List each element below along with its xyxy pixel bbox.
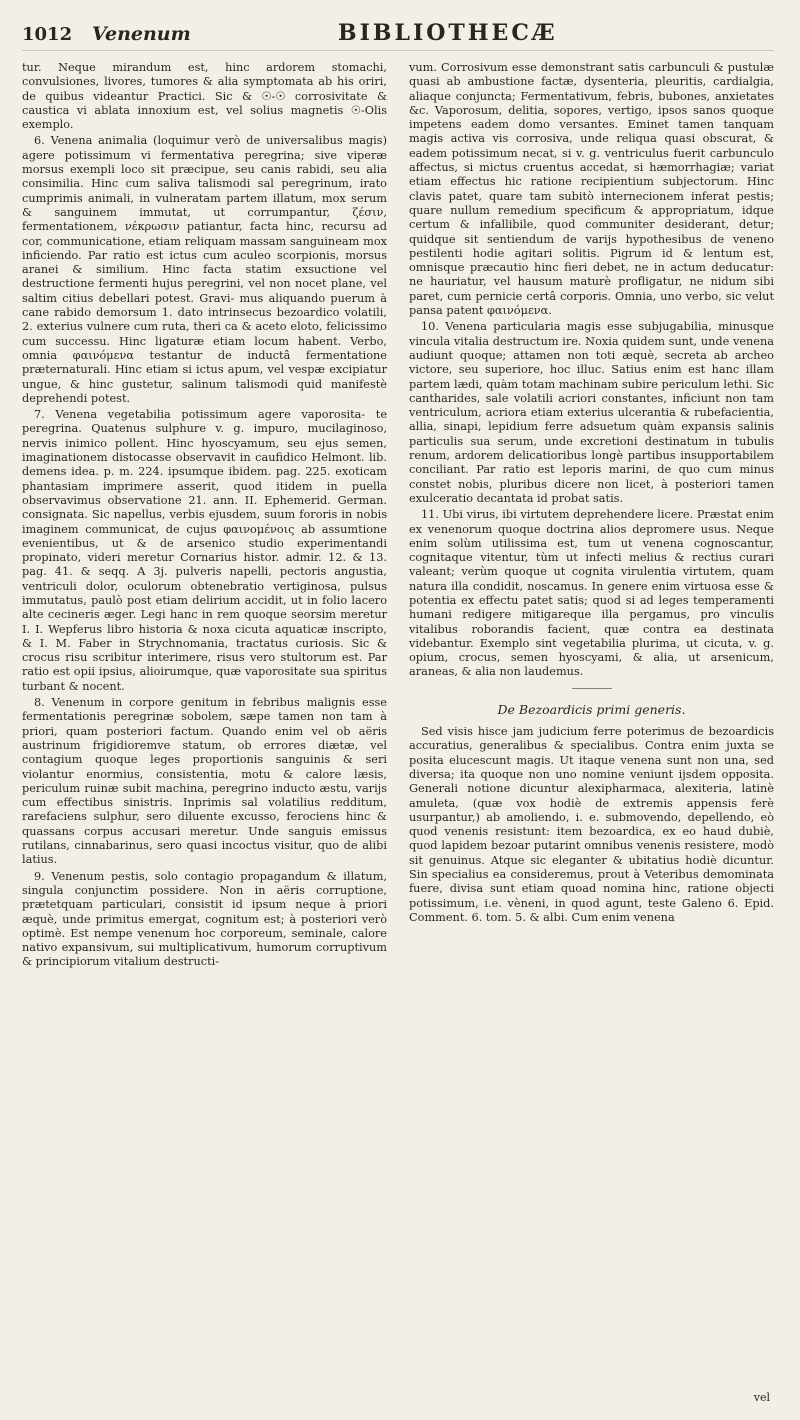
section-divider [572, 688, 612, 689]
paragraph: 10. Venena particularia magis esse subjugabilia, minusque vincula vitalia destructum ire. Noxia quidem sunt, unde venena audiunt quoque; attamen non toti æquè, secreta ab archeo victore, seu superiore, hoc illuc. Satius enim est hanc illam partem lædi, quàm totam machinam subire periculum lethi. Sic cantharides, sale volatili acriori constantes, inficiunt non tam ventriculum, acriora etiam exterius ulcerantia & rubefacientia, allia, sinapi, lepidium ferre adsuetum quàm expansis salinis particulis sua serum, unde excretioni destinatum in tubulis renum, ardorem delicatioribus longè partibus insupportabilem conciliant. Par ratio est leporis marini, de quo cum minus constet nobis, pluribus dicere non licet, à posteriori tamen exulceratio decantata id probat satis. [409, 320, 774, 505]
running-head-word: Venenum [92, 23, 191, 45]
left-column [22, 61, 387, 972]
paragraph: 7. Venena vegetabilia potissimum agere vaporosita- te peregrina. Quatenus sulphure v. g. impuro, mucilaginoso, nervis inimico pollent. Hinc hyoscyamum, seu ejus semen, imaginationem distocasse observavit in caufidico Helmont. lib. demens idea. p. m. 224. ipsumque ibidem. pag. 225. exoticam phantasiam imprimere asserit, quod itidem in puella observavimus observatione 21. ann. II. Ephemerid. German. consignata. Sic napellus, verbis ejusdem, suum fororis in nobis imaginem communicat, de cujus φαινομένοις ab assumtione evenientibus, ut & de arsenico studio experimentandi propinato, videri meretur Cornarius histor. admir. 12. & 13. pag. 41. & seqq. A 3j. pulveris napelli, pectoris angustia, ventriculi dolor, oculorum obtenebratio vertiginosa, pulsus immutatus, paulò post etiam delirium accidit, ut in folio lacero alte cecineris æger. Legi hanc in rem quoque seorsim meretur I. I. Wepferus libro historia & noxa cicuta aquaticæ inscripto, & I. M. Faber in Strychnomania, tractatus curiosis. Sic & crocus risu scribitur interimere, risus vero stultorum est. Par ratio est opii ipsius, alioirumque, quæ vaporositate sua spiritus turbant & nocent. [22, 408, 387, 693]
paragraph: 11. Ubi virus, ibi virtutem deprehendere licere. Præstat enim ex venenorum quoque doctrina alios depromere usus. Neque enim solùm utilissima est, tum ut venena cognoscantur, cognitaque vitentur, tùm ut infecti melius & rectius curari valeant; verùm quoque ut cognita virulentia virtutem, quam natura illa condidit, noscamus. In genere enim virtuosa esse & potentia ex effectu patet satis; quod si ad leges temperamenti humani redigere mitigareque illa pergamus, pro vinculis vitalibus roborandis facient, quæ contra ea destinata videbantur. Exemplo sint vegetabilia plurima, ut cicuta, v. g. opium, crocus, semen hyoscyami, & alia, ut arsenicum, araneas, & alia non laudemus. [409, 508, 774, 679]
page-number: 1012 [22, 24, 73, 45]
catchword: vel [753, 1391, 770, 1404]
section-heading: De Bezoardicis primi generis. [497, 701, 686, 717]
paragraph: 9. Venenum pestis, solo contagio propagandum & illatum, singula conjunctim possidere. Non in aëris corruptione, prætetquam particulari, consistit id ipsum neque à priori æquè, unde primitus emergat, cognitum est; à posteriori verò optimè. Est nempe venenum hoc corporeum, seminale, calore nativo expansivum, sui multiplicativum, humorum corruptivum & principiorum vitalium destructi- [22, 869, 387, 969]
paragraph: Sed visis hisce jam judicium ferre poterimus de bezoardicis accuratius, generalibus & specialibus. Contra enim juxta se posita elucescunt magis. Ut itaque venena sunt non una, sed diversa; ita quoque non uno nomine veniunt ijsdem opposita. Generali notione dicuntur alexipharmaca, alexiteria, latinè amuleta, (quæ vox hodiè de extremis appensis ferè usurpantur,) ab amoliendo, i. e. submovendo, depellendo, eò quod venenis resistunt: item bezoardica, ex eo haud dubiè, quod lapidem bezoar putarint omnibus venenis resistere, modò sit genuinus. Atque sic eleganter & ubitatius hodiè dicuntur. Sin specialius ea consideremus, prout à Veteribus demominata fuere, divisa sunt etiam quoad nomina hinc, ratione objecti potissimum, i.e. vèneni, in quod agunt, teste Galeno 6. Epid. Comment. 6. tom. 5. & albi. Cum enim venena [409, 725, 774, 924]
running-head-title: BIBLIOTHECÆ [338, 20, 558, 46]
paragraph: 6. Venena animalia (loquimur verò de universalibus magis) agere potissimum vi fermentativa peregrina; sive viperæ morsus exempli loco sit præcipue, seu canis rabidi, seu alia consimilia. Hinc cum saliva talismodi sal peregrinum, irato cumprimis animali, in vulneratam partem illatum, mox serum & sanguinem immutat, ut corrumpantur, ζέσιν, fermentationem, νέκρωσιν patiantur, facta hinc, recursu ad cor, communicatione, etiam reliquam massam sanguineam mox inficiendo. Par ratio est ictus cum aculeo scorpionis, morsus aranei & similium. Hinc facta statim exsuctione vel destructione fermenti hujus peregrini, vel non nocet plane, vel saltim citius debellari potest. Gravi- mus aliquando puerum à cane rabido demorsum 1. dato intrinsecus bezoardico volatili, 2. exterius vulnere cum ruta, theri ca & aceto eloto, felicissimo cum successu. Hinc ligaturæ etiam locum habent. Verbo, omnia φαινόμενα testantur de inductâ fermentatione præternaturali. Hinc etiam si ictus apum, vel vespæ excipiatur ungue, & hinc gustetur, salinum talismodi quid manifestè deprehendi potest. [22, 134, 387, 405]
paragraph: 8. Venenum in corpore genitum in febribus malignis esse fermentationis peregrinæ sobolem, sæpe tamen non tam à priori, quam posteriori factum. Quando enim vel ob aëris austrinum frigidioremve statum, ob errores diætæ, vel contagium quoque leges proportionis sanguinis & seri violantur enormius, consistentia, motu & calore læsis, periculum ruinæ subit machina, peregrino inducto æstu, varijs cum effectibus sinistris. Inprimis sal volatilius redditum, rarefaciens sulphur, sero diluente excusso, ferociens hinc & quassans corpus accusari meretur. Unde sanguis emissus rutilans, cinnabarinus, sero quasi incoctus visitur, quo de alibi latius. [22, 696, 387, 867]
paragraph: vum. Corrosivum esse demonstrant satis carbunculi & pustulæ quasi ab ambustione factæ, dysenteria, pleuritis, cardialgia, aliaque conjuncta; Fermentativum, febris, bubones, anxietates &c. Vaporosum, delitia, sopores, vertigo, ipsos sanos quoque impetens eadem domo versantes. Eminet tamen tanquam magis activa vis corrosiva, unde reliqua quasi obscurat, & eadem potissimum necat, si v. g. ventriculus fuerit carbunculo affectus, si mictus cruentus accedat, si hæmorrhagiæ; variat etiam effectus hic ratione recipientium subjectorum. Hinc clavis patet, quare tam subitò internecionem inferat pestis; quare nullum remedium specificum & appropriatum, idque certum & infallibile, quod communiter desiderant, detur; quidque sit sentiendum de varijs hypothesibus de veneno pestilenti hodie agitari solitis. Pigrum id & lentum est, omnisque præcautio hinc fieri debet, ne in actum deducatur: ne hauriatur, vel hausum maturè profligatur, ne nidum sibi paret, cum pernicie certâ corporis. Omnia, uno verbo, sic velut pansa patent φαινόμενα. [409, 61, 774, 318]
running-head [22, 20, 774, 51]
text-columns [22, 61, 774, 972]
paragraph: tur. Neque mirandum est, hinc ardorem stomachi, convulsiones, livores, tumores & alia symptomata ab his oriri, de quibus videantur Practici. Sic & ☉-☉ corrosivitate & caustica vi ablata innoxium est, vel solius magnetis ☉-Olis exemplo. [22, 61, 387, 132]
right-column [409, 61, 774, 972]
